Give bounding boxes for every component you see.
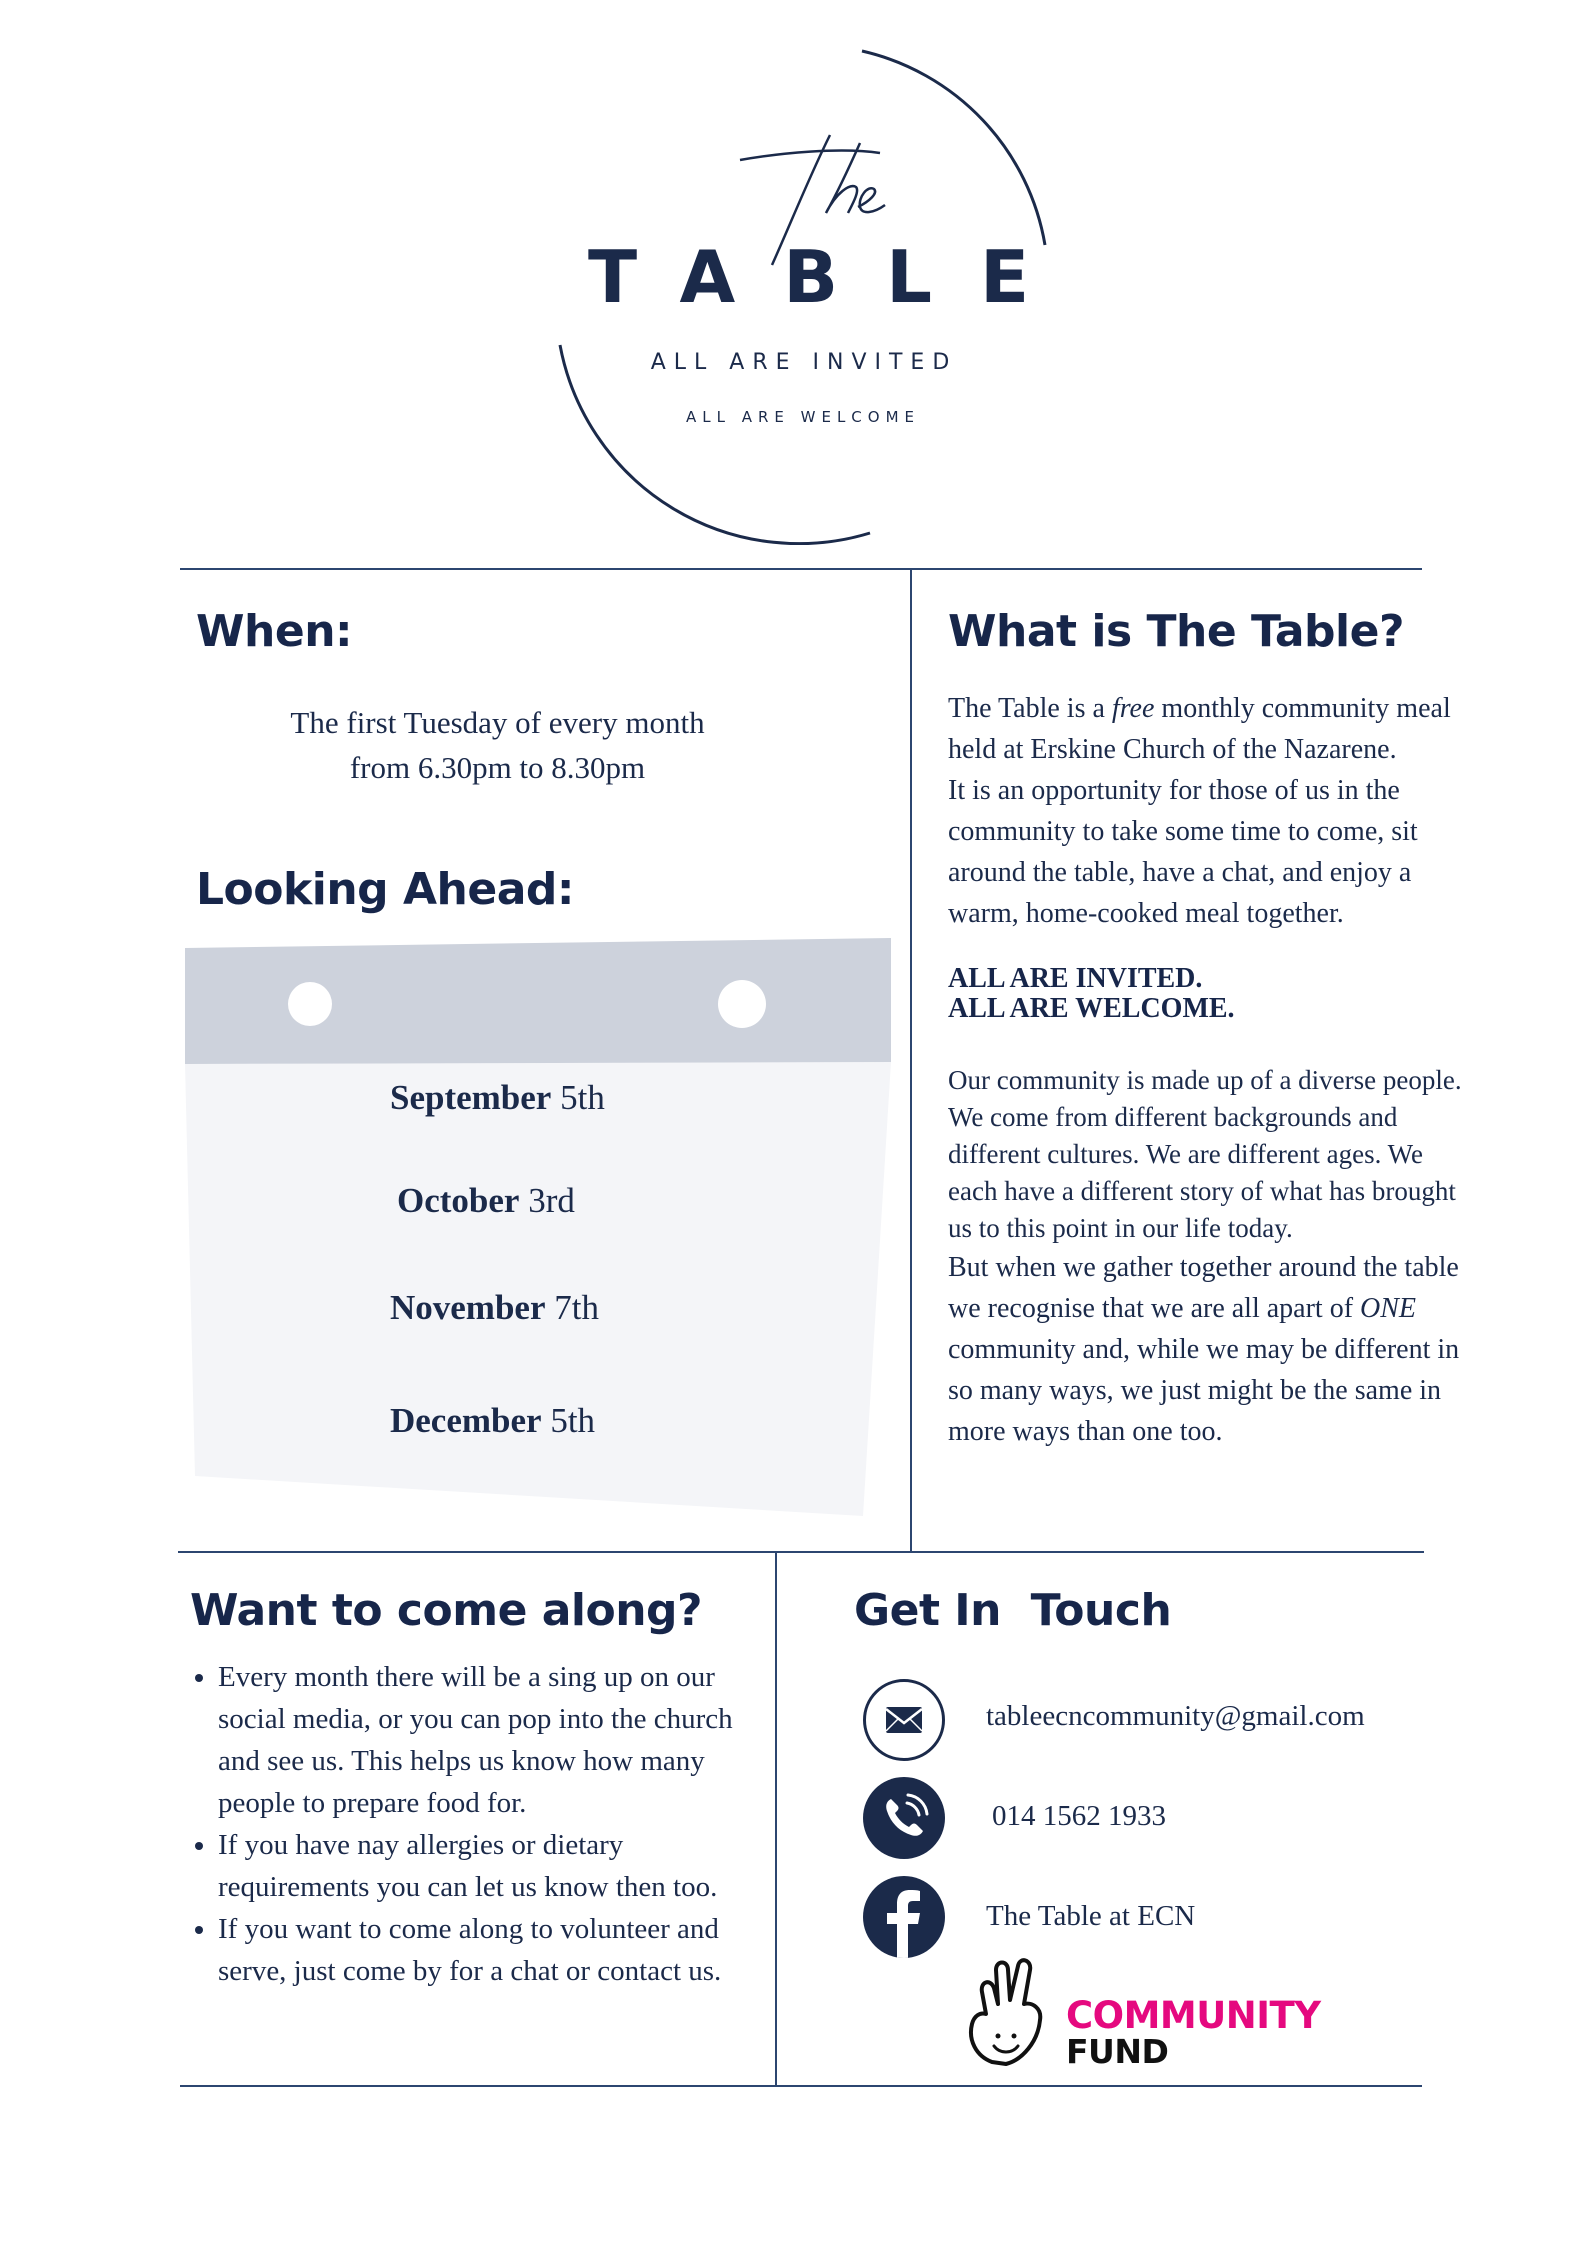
contact-email[interactable]: tableecncommunity@gmail.com xyxy=(986,1700,1365,1732)
what-is-para-1 xyxy=(948,688,1473,770)
when-line-2: from 6.30pm to 8.30pm xyxy=(349,750,646,785)
welcome-statement xyxy=(948,964,1473,1024)
funder-name-line-1: COMMUNITY xyxy=(1066,1994,1321,2037)
what-is-body xyxy=(948,688,1473,1452)
para-text: But when we gather together around the table we recognise that we are all apart of xyxy=(948,1252,1459,1324)
community-fund-logo xyxy=(962,1952,1332,2072)
bold-welcome: ALL ARE WELCOME. xyxy=(948,993,1235,1024)
contact-facebook[interactable]: The Table at ECN xyxy=(986,1900,1196,1932)
looking-ahead-heading: Looking Ahead: xyxy=(196,864,574,915)
facebook-icon xyxy=(863,1876,945,1958)
what-is-para-3: Our community is made up of a diverse people. We come from different backgrounds and different cultures. We are different ages. We each have a different story of what has brought us to this point in our life today. xyxy=(948,1065,1462,1243)
date-month: October xyxy=(397,1181,520,1220)
divider-top xyxy=(180,568,1422,570)
emphasis-free: free xyxy=(1111,693,1155,724)
para-text: community and, while we may be different in so many ways, we just might be the same in more ways than one too. xyxy=(948,1334,1460,1447)
date-day: 7th xyxy=(554,1288,599,1327)
what-is-para-4 xyxy=(948,1247,1473,1452)
bullet-item: • If you want to come along to volunteer and serve, just come by for a chat or contact us. xyxy=(218,1908,753,1992)
when-line-1: The first Tuesday of every month xyxy=(290,705,705,740)
crossed-fingers-icon xyxy=(962,1952,1062,2072)
date-month: December xyxy=(390,1401,542,1440)
divider-middle xyxy=(178,1551,1424,1553)
calendar-card xyxy=(185,938,895,1518)
funder-name-line-2: FUND xyxy=(1066,2032,1169,2071)
bullet-list xyxy=(188,1656,753,1992)
date-day: 5th xyxy=(550,1401,596,1440)
contact-heading: Get In Touch xyxy=(854,1585,1172,1636)
logo-tagline-welcome: ALL ARE WELCOME xyxy=(685,408,921,426)
logo-title: TABLE xyxy=(588,235,1078,319)
date-november xyxy=(390,1288,599,1328)
bold-invited: ALL ARE INVITED. xyxy=(948,963,1203,994)
date-september xyxy=(390,1078,605,1118)
bullet-item: • If you have nay allergies or dietary requirements you can let us know then too. xyxy=(218,1824,753,1908)
date-day: 5th xyxy=(560,1078,605,1117)
para-text: monthly community meal held at Erskine Church of the Nazarene. xyxy=(948,693,1451,765)
come-along-heading: Want to come along? xyxy=(190,1585,703,1636)
come-along-list xyxy=(188,1656,753,1992)
date-day: 3rd xyxy=(528,1181,575,1220)
logo xyxy=(540,25,1078,545)
date-december xyxy=(390,1401,595,1441)
what-is-para-2: It is an opportunity for those of us in the community to take some time to come, sit around the table, have a chat, and enjoy a warm, home-cooked meal together. xyxy=(948,775,1418,929)
divider-bottom xyxy=(180,2085,1422,2087)
para-text: The Table is a xyxy=(948,693,1112,724)
date-month: September xyxy=(390,1078,552,1117)
contact-phone[interactable]: 014 1562 1933 xyxy=(992,1800,1166,1832)
envelope-icon xyxy=(863,1679,945,1761)
logo-tagline-invited: ALL ARE INVITED xyxy=(650,350,958,375)
date-october xyxy=(397,1181,575,1221)
date-month: November xyxy=(390,1288,546,1327)
what-is-heading: What is The Table? xyxy=(948,606,1404,657)
emphasis-one: ONE xyxy=(1360,1293,1417,1324)
divider-vertical-lower xyxy=(775,1553,777,2086)
bullet-item: • Every month there will be a sing up on our social media, or you can pop into the church and see us. This helps us know how many people to prepare food for. xyxy=(218,1656,753,1824)
phone-icon xyxy=(863,1777,945,1859)
when-heading: When: xyxy=(196,606,353,657)
divider-vertical-upper xyxy=(910,570,912,1552)
when-details xyxy=(220,700,775,790)
